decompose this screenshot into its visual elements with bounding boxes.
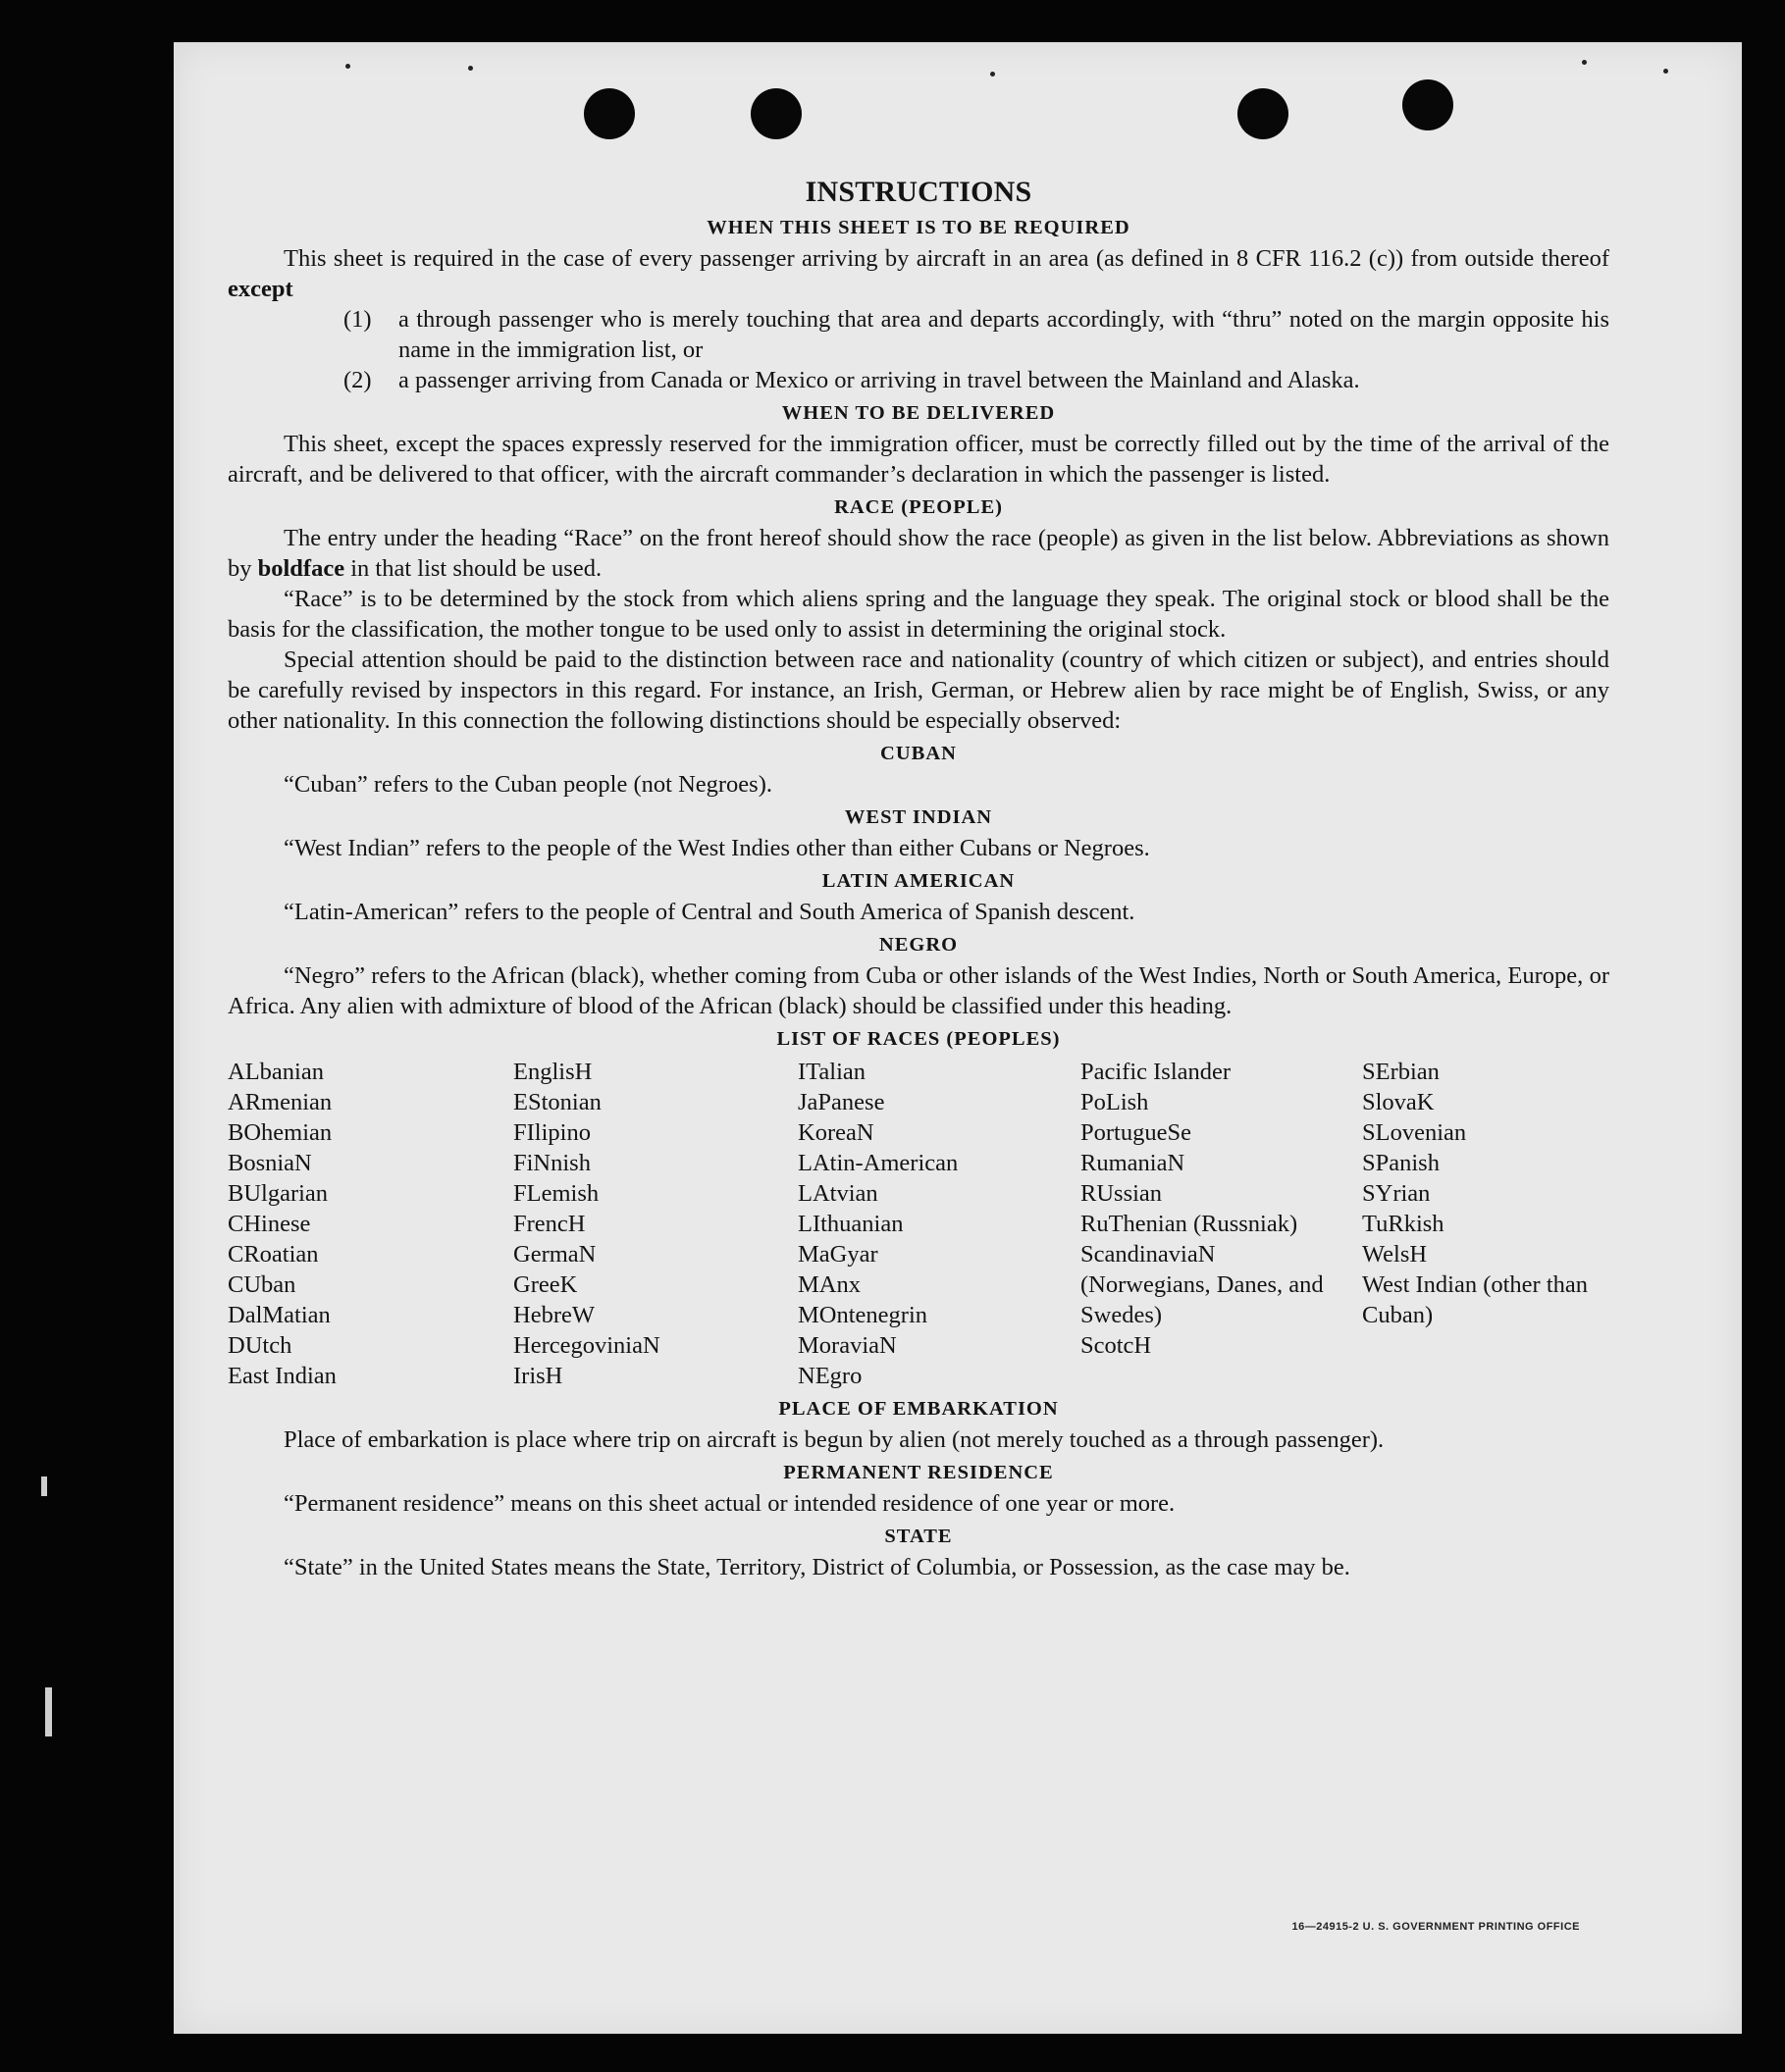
race-entry: East Indian: [228, 1363, 337, 1389]
race-entry: DUtch: [228, 1332, 292, 1359]
race-entry: ITalian: [798, 1059, 866, 1085]
race-paragraph-2: “Race” is to be determined by the stock from which aliens spring and the language they speak. The original stock or blood shall be the basis for the classification, the mother tongue to be used only to assist in determining the original stock.: [228, 586, 1609, 643]
race-entry: ScandinaviaN (Norwegians, Danes, and Swedes): [1080, 1241, 1324, 1328]
races-column-3: [798, 1057, 1080, 1391]
race-entry: BOhemian: [228, 1119, 333, 1146]
race-entry: SErbian: [1362, 1059, 1440, 1085]
when-delivered-text: This sheet, except the spaces expressly reserved for the immigration officer, must be correctly filled out by the time of the arrival of the aircraft, and be delivered to that officer, with the aircraft commander’s declaration in which the passenger is listed.: [228, 431, 1609, 488]
race-entry: FIlipino: [513, 1119, 591, 1146]
heading-state: STATE: [884, 1526, 953, 1547]
west-indian-text: “West Indian” refers to the people of the West Indies other than either Cubans or Negroes.: [284, 835, 1150, 861]
races-column-1: [228, 1057, 513, 1391]
race-entry: EStonian: [513, 1089, 602, 1115]
punch-hole-2: [751, 88, 802, 139]
when-required-intro: This sheet is required in the case of every passenger arriving by aircraft in an area (as defined in 8 CFR 116.2 (c)) from outside thereof except: [228, 245, 1609, 302]
race-entry: HercegoviniaN: [513, 1332, 660, 1359]
race-entry: FiNnish: [513, 1150, 591, 1176]
punch-hole-1: [584, 88, 635, 139]
race-entry: CRoatian: [228, 1241, 319, 1268]
heading-permanent-residence: PERMANENT RESIDENCE: [783, 1462, 1054, 1483]
speck: [990, 72, 995, 77]
race-entry: EnglisH: [513, 1059, 593, 1085]
race-entry: SLovenian: [1362, 1119, 1467, 1146]
instructions-body: [228, 175, 1609, 1582]
page-title: INSTRUCTIONS: [805, 176, 1032, 208]
race-paragraph-3: Special attention should be paid to the distinction between race and nationality (country of which citizen or subject), and entries should be carefully revised by inspectors in this regard. For instance, an Irish, German, or Hebrew alien by race might be of English, Swiss, or any other nationality. In this connection the following distinctions should be especially observed:: [228, 647, 1609, 734]
document-page: [174, 42, 1742, 2034]
residence-text: “Permanent residence” means on this sheet actual or intended residence of one year or more.: [284, 1490, 1176, 1517]
race-entry: GermaN: [513, 1241, 597, 1268]
punch-hole-3: [1237, 88, 1288, 139]
exception-item-1: (1) a through passenger who is merely touching that area and departs accordingly, with “thru” noted on the margin opposite his name in the immigration list, or: [343, 306, 1609, 363]
exception-item-2: (2) a passenger arriving from Canada or Mexico or arriving in travel between the Mainland and Alaska.: [343, 367, 1360, 393]
embarkation-text: Place of embarkation is place where trip on aircraft is begun by alien (not merely touched as a through passenger).: [284, 1426, 1385, 1453]
race-entry: GreeK: [513, 1271, 578, 1298]
race-entry: CHinese: [228, 1211, 311, 1237]
race-entry: PortugueSe: [1080, 1119, 1191, 1146]
race-entry: PoLish: [1080, 1089, 1149, 1115]
races-list: [228, 1057, 1609, 1391]
race-entry: BUlgarian: [228, 1180, 329, 1207]
race-entry: RUssian: [1080, 1180, 1163, 1207]
race-entry: RumaniaN: [1080, 1150, 1185, 1176]
race-entry: MaGyar: [798, 1241, 878, 1268]
race-entry: KoreaN: [798, 1119, 874, 1146]
race-paragraph-1: The entry under the heading “Race” on the front hereof should show the race (people) as given in the list below. Abbreviations as shown by boldface in that list should be used.: [228, 525, 1609, 582]
race-entry: West Indian (other than Cuban): [1362, 1271, 1589, 1328]
speck: [468, 66, 473, 71]
race-entry: ARmenian: [228, 1089, 333, 1115]
margin-speck: [45, 1687, 52, 1736]
race-entry: Pacific Islander: [1080, 1059, 1232, 1085]
speck: [1663, 69, 1668, 74]
race-entry: WelsH: [1362, 1241, 1428, 1268]
heading-negro: NEGRO: [878, 934, 959, 956]
latin-american-text: “Latin-American” refers to the people of Central and South America of Spanish descent.: [284, 899, 1135, 925]
heading-when-required: WHEN THIS SHEET IS TO BE REQUIRED: [707, 217, 1130, 238]
race-entry: FLemish: [513, 1180, 600, 1207]
races-column-4: [1080, 1057, 1362, 1391]
race-entry: IrisH: [513, 1363, 563, 1389]
state-text: “State” in the United States means the State, Territory, District of Columbia, or Possession, as the case may be.: [284, 1554, 1350, 1580]
heading-when-delivered: WHEN TO BE DELIVERED: [781, 402, 1056, 424]
races-column-2: [513, 1057, 798, 1391]
race-entry: SlovaK: [1362, 1089, 1435, 1115]
race-entry: FrencH: [513, 1211, 586, 1237]
speck: [345, 64, 350, 69]
race-entry: HebreW: [513, 1302, 595, 1328]
heading-west-indian: WEST INDIAN: [844, 806, 993, 828]
race-entry: DalMatian: [228, 1302, 331, 1328]
races-column-5: [1362, 1057, 1609, 1391]
cuban-text: “Cuban” refers to the Cuban people (not Negroes).: [284, 771, 772, 798]
heading-cuban: CUBAN: [880, 743, 957, 764]
race-entry: NEgro: [798, 1363, 863, 1389]
race-entry: MOntenegrin: [798, 1302, 927, 1328]
race-entry: ScotcH: [1080, 1332, 1152, 1359]
race-entry: JaPanese: [798, 1089, 885, 1115]
race-entry: TuRkish: [1362, 1211, 1444, 1237]
race-entry: LAtin-American: [798, 1150, 959, 1176]
race-entry: CUban: [228, 1271, 296, 1298]
race-entry: ALbanian: [228, 1059, 324, 1085]
margin-speck: [41, 1476, 47, 1496]
race-entry: BosniaN: [228, 1150, 312, 1176]
heading-embarkation: PLACE OF EMBARKATION: [778, 1398, 1059, 1420]
heading-list-of-races: LIST OF RACES (PEOPLES): [776, 1028, 1061, 1050]
race-entry: SPanish: [1362, 1150, 1440, 1176]
heading-race: RACE (PEOPLE): [834, 496, 1003, 518]
printing-office-code: 16—24915-2 U. S. GOVERNMENT PRINTING OFFICE: [1291, 1921, 1580, 1933]
heading-latin-american: LATIN AMERICAN: [821, 870, 1016, 892]
race-entry: MAnx: [798, 1271, 861, 1298]
speck: [1582, 60, 1587, 65]
negro-text: “Negro” refers to the African (black), whether coming from Cuba or other islands of the West Indies, North or South America, Europe, or Africa. Any alien with admixture of blood of the African (black) should be classified under this heading.: [228, 962, 1609, 1019]
race-entry: LAtvian: [798, 1180, 878, 1207]
race-entry: RuThenian (Russniak): [1080, 1211, 1298, 1237]
race-entry: LIthuanian: [798, 1211, 904, 1237]
punch-hole-4: [1402, 79, 1453, 130]
race-entry: SYrian: [1362, 1180, 1431, 1207]
race-entry: MoraviaN: [798, 1332, 897, 1359]
